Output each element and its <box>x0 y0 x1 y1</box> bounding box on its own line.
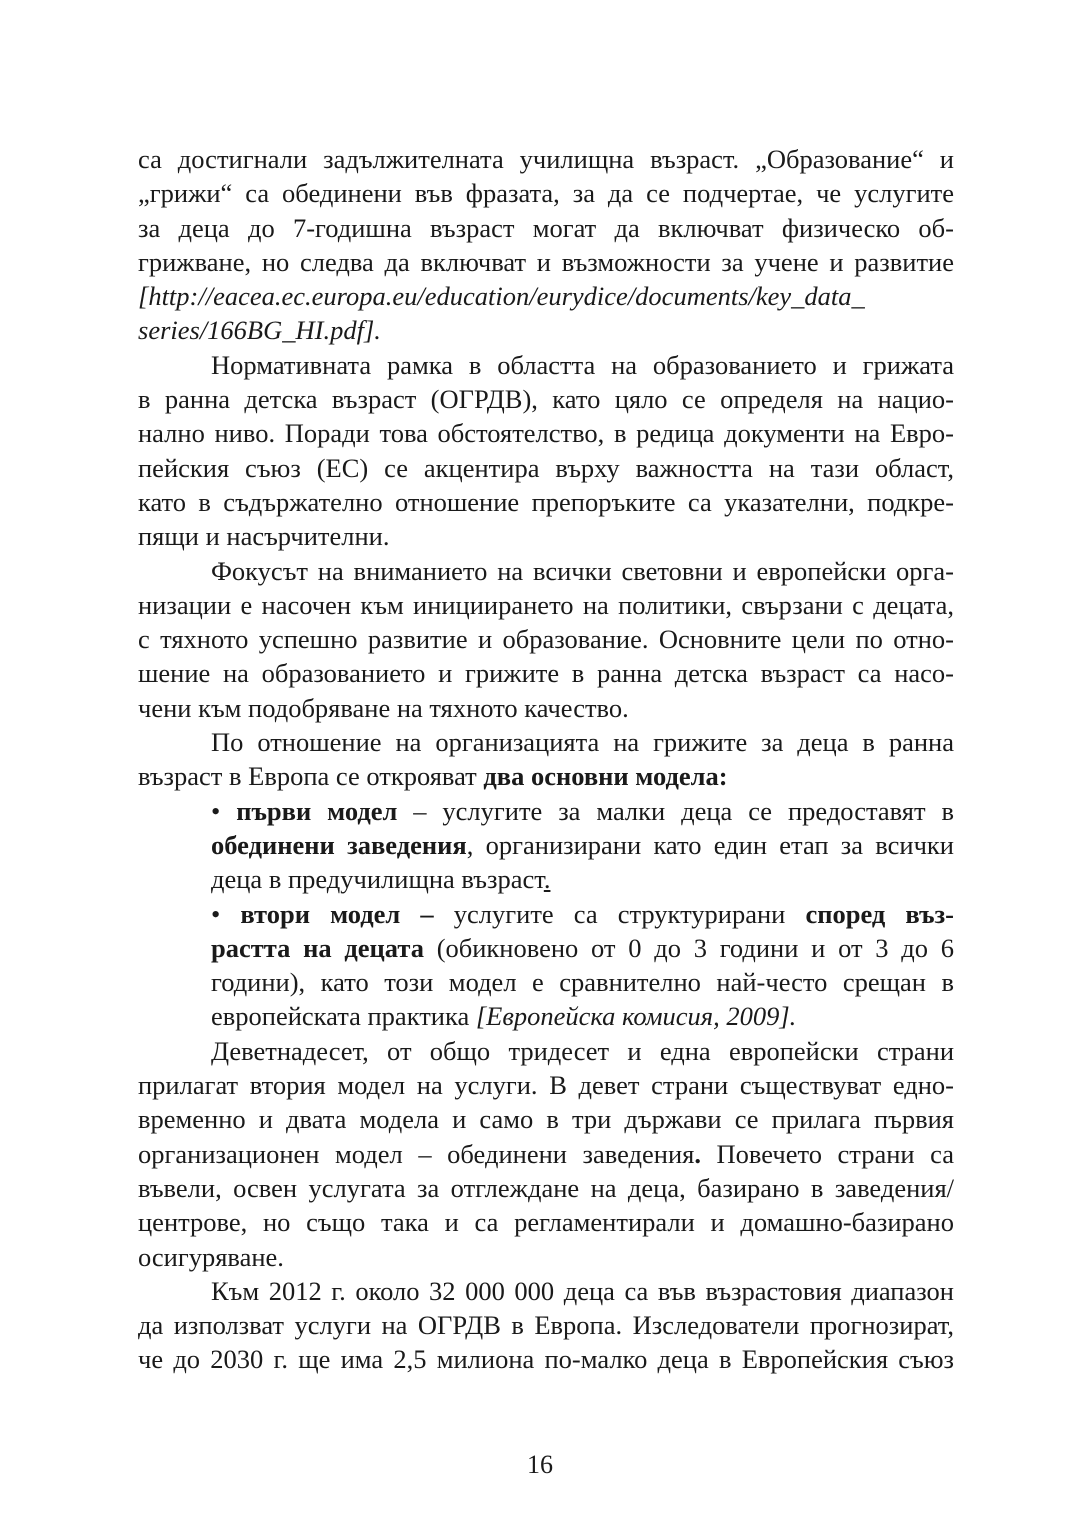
bold-text: според въз- <box>805 898 954 929</box>
citation-text: [Европейска комисия, 2009]. <box>475 1001 797 1032</box>
text-line <box>138 794 954 828</box>
text-run: , организирани като един етап за всички <box>466 829 954 860</box>
text-line: за деца до 7-годишна възраст могат да включват физическо об- <box>138 212 954 243</box>
text-line: Деветнадесет, от общо тридесет и една европейски страни <box>211 1035 954 1066</box>
paragraph-4 <box>138 725 954 794</box>
page-body <box>138 142 954 1377</box>
text-line <box>138 931 954 965</box>
bold-text: растта на децата <box>211 932 424 963</box>
text-line <box>138 1137 954 1171</box>
paragraph-2 <box>138 348 954 554</box>
text-run: организационен модел – обединени заведения <box>138 1138 695 1169</box>
text-run: (обикновено от 0 до 3 години и от 3 до 6 <box>423 932 955 963</box>
text-line: чени към подобряване на тяхното качество. <box>138 692 629 723</box>
text-line: години), като този модел е сравнително най-често срещан в <box>211 967 954 998</box>
text-line: Фокусът на вниманието на всички световни и европейски орга- <box>211 555 954 586</box>
citation-link: series/166BG_HI.pdf]. <box>138 315 381 346</box>
text-line: пейския съюз (ЕС) се акцентира върху важността на тази област, <box>138 452 954 483</box>
text-line: низации е насочен към инициирането на политики, свързани с децата, <box>138 589 954 620</box>
bullet-icon: • <box>211 898 241 929</box>
text-run: деца в предучилищна възраст <box>211 864 544 895</box>
bold-text: . <box>694 1138 701 1169</box>
paragraph-3 <box>138 554 954 725</box>
bold-text: първи модел <box>236 795 398 826</box>
text-line: По отношение на организацията на грижите за деца в ранна <box>211 727 954 758</box>
text-line: като в съдържателно отношение препоръките са указателни, подкре- <box>138 486 954 517</box>
text-line: „грижи“ са обединени във фразата, за да се подчертае, че услугите <box>138 178 954 209</box>
text-line: да използват услуги на ОГРДВ в Европа. Изследователи прогнозират, <box>138 1310 954 1341</box>
bullet-item-2 <box>138 897 954 1034</box>
text-line: центрове, но също така и са регламентирали и домашно-базирано <box>138 1207 954 1238</box>
text-run: Повечето страни са <box>700 1138 954 1169</box>
text-run: услугите са структурирани <box>433 898 806 929</box>
text-line <box>138 999 954 1033</box>
text-line: шение на образованието и грижите в ранна детска възраст са насо- <box>138 658 954 689</box>
text-line: в ранна детска възраст (ОГРДВ), като цяло се определя на нацио- <box>138 384 954 415</box>
bold-text: два основни модела: <box>483 761 728 792</box>
text-run: възраст в Европа се открояват <box>138 761 484 792</box>
bullet-icon: • <box>211 795 237 826</box>
text-line: че до 2030 г. ще има 2,5 милиона по-малко деца в Европейския съюз <box>138 1344 954 1375</box>
page-number: 16 <box>527 1450 553 1479</box>
text-line <box>138 828 954 862</box>
text-line: грижване, но следва да включват и възможности за учене и развитие <box>138 246 954 277</box>
text-line: осигуряване. <box>138 1241 284 1272</box>
text-line: Към 2012 г. около 32 000 000 деца са във възрастовия диапазон <box>211 1275 954 1306</box>
text-line: временно и двата модела и само в три държави се прилага първия <box>138 1104 954 1135</box>
bold-text: обединени заведения <box>211 829 467 860</box>
text-run: европейската практика <box>211 1001 476 1032</box>
text-line: нално ниво. Поради това обстоятелство, в редица документи на Евро- <box>138 418 954 449</box>
citation-link: [http://eacea.ec.europa.eu/education/eurydice/documents/key_data_ <box>138 281 865 312</box>
text-line: въвели, освен услугата за отглеждане на деца, базирано в заведения/ <box>138 1172 954 1203</box>
paragraph-5 <box>138 1034 954 1274</box>
text-line: Нормативната рамка в областта на образованието и грижата <box>211 349 954 380</box>
text-line: пящи и насърчителни. <box>138 521 390 552</box>
text-line <box>138 862 954 896</box>
underlined-text: . <box>543 864 551 895</box>
text-line <box>138 897 954 931</box>
text-line: с тяхното успешно развитие и образование. Основните цели по отно- <box>138 624 954 655</box>
text-line <box>138 759 954 793</box>
paragraph-1 <box>138 142 954 348</box>
text-run: – услугите за малки деца се предоставят в <box>397 795 954 826</box>
bullet-item-1 <box>138 794 954 897</box>
text-line: са достигнали задължителната училищна възраст. „Образование“ и <box>138 144 954 174</box>
bold-text: втори модел – <box>240 898 434 929</box>
text-line: прилагат втория модел на услуги. В девет страни съществуват едно- <box>138 1070 954 1101</box>
paragraph-6 <box>138 1274 954 1377</box>
